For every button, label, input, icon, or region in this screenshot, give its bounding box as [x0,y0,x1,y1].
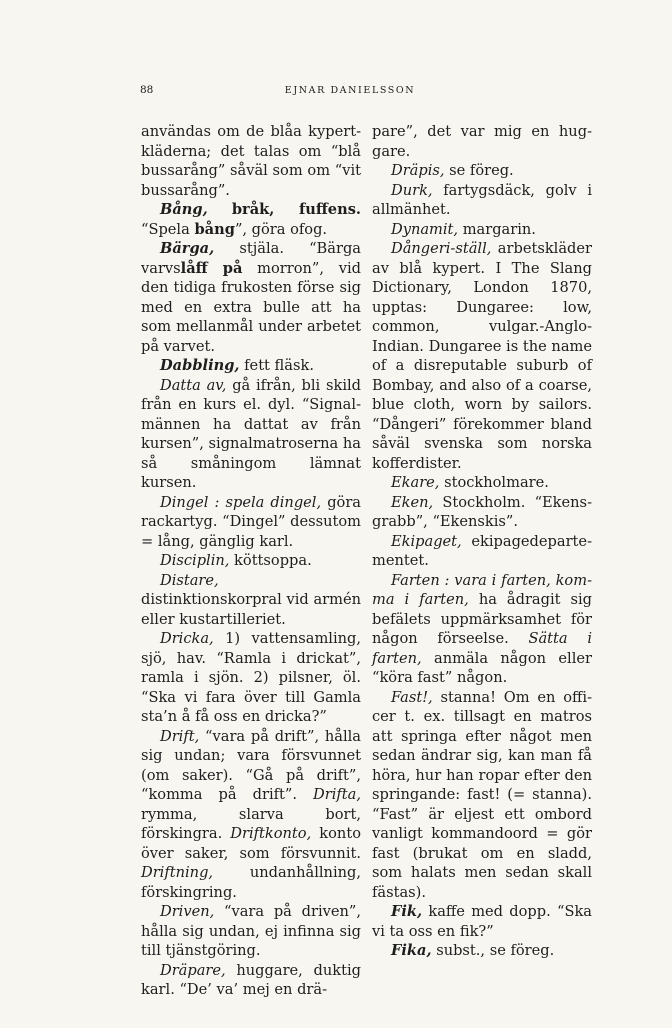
definition: konto över saker, som försvunnit. [141,825,361,862]
headword: Dingel : spela dingel, [160,493,322,511]
definition: stockholmare. [439,474,549,491]
definition: stanna! Om en officer t. ex. tillsagt en matros att springa efter något men sedan ändrar sig, kan man få höra, hur han ropar efter den springande: fast! (= stanna). “Fast” är eljest ett ombord vanligt kommandoord = gör fast (brukat om en sladd, som halats men sedan skall fästas). [372,688,592,901]
entry-eken [372,493,592,532]
entry-dangeri-stall [372,239,592,473]
definition: ”, göra ofog. [234,220,328,238]
definition-bold: låff på [180,259,243,277]
definition: subst., se föreg. [431,942,555,959]
entry-fast [372,688,592,903]
headword: Ekipaget, [391,532,462,550]
running-head: EJNAR DANIELSSON [284,85,416,96]
definition: “Spela [141,220,195,238]
entry-continuation: användas om de blåa kypertkläderna; det talas om “blå bussarång” såväl som om “vit bussarång”. [141,123,361,199]
definition: ha ådragit sig befälets uppmärksamhet för någon förseelse. [372,591,593,647]
definition: anmäla någon eller “köra fast” någon. [372,649,592,686]
entry-drift [141,727,361,903]
headword: Driftning, [141,864,214,881]
headword: Fika, [391,942,432,959]
definition: ekipagedepartementet. [372,532,592,569]
headword: Disciplin, [160,552,230,569]
entry-ekare [372,473,592,493]
entry-durk [372,181,592,220]
headword: Dräpare, [160,961,226,979]
definition: Stockholm. “Ekensgrabb”, “Ekenskis”. [372,493,592,530]
headword: Sätta i farten, [372,630,593,667]
entry-farten [372,571,592,688]
headword: Dångeri-ställ, [391,240,492,257]
definition: “vara på driven”, hålla sig undan, ej infinna sig till tjänstgöring. [141,903,361,959]
page-header [140,84,560,100]
entry-fik [372,902,592,941]
page-number: 88 [140,84,154,96]
entry-drapare [141,961,361,1000]
definition: “vara på drift”, hålla sig undan; vara försvunnet (om saker). “Gå på drift”, “komma på drift”. [141,727,361,803]
definition: huggare, duktig karl. “De’ va’ mej en drä- [141,961,361,998]
headword: Datta av, [160,376,227,394]
right-column [372,122,592,961]
entry-datta-av [141,376,361,493]
definition: fett fläsk. [239,357,314,374]
headword: Fik, [391,903,423,920]
entry-fika [372,941,592,961]
definition-bold: bång [194,220,235,238]
definition: arbetskläder av blå kypert. I The Slang Dictionary, London 1870, upptas: Dungaree: low, common, vulgar.-Anglo-Indian. Dungaree is the name of a disreputable suburb of Bombay, and also of a coarse, blue cloth, worn by sailors. “Dångeri” förekommer bland såväl svenska som norska kofferdister. [372,240,592,472]
entry-bang [141,200,361,239]
definition: se föreg. [444,162,514,179]
entry-distare [141,571,361,630]
entry-driven [141,902,361,961]
entry-continuation: pare”, det var mig en huggare. [372,123,592,160]
headword: Durk, [391,181,433,199]
headword: Bärga, [160,240,215,257]
definition: undanhållning, förskingring. [141,864,361,901]
definition: rymma, slarva bort, förskingra. [141,805,361,842]
headword: Farten : vara i farten, komma i farten, [372,571,592,608]
definition: stjäla. “Bärga varvs [141,240,361,277]
entry-dricka [141,629,361,727]
entry-dabbling [141,356,361,376]
entry-disciplin [141,551,361,571]
headword: Drift, [160,727,200,745]
definition: köttsoppa. [229,552,312,569]
definition: 1) vattensamling, sjö, hav. “Ramla i drickat”, ramla i sjön. 2) pilsner, öl. “Ska vi fara över till Gamla sta’n å få oss en dricka?” [141,630,361,725]
entry-dynamit [372,220,592,240]
headword: Dräpis, [391,162,445,179]
entry-barga [141,239,361,356]
definition: gå ifrån, bli skild från en kurs el. dyl. “Signalmännen ha dattat av från kursen”, signalmatroserna ha så småningom lämnat kursen. [141,376,361,491]
definition: kaffe med dopp. “Ska vi ta oss en fik?” [372,903,592,940]
left-column [141,122,361,1000]
headword: Driftkonto, [230,825,312,842]
definition: fartygsdäck, golv i allmänhet. [372,181,592,218]
definition-bold: bråk, fuffens. [231,201,362,218]
headword: Driven, [160,903,215,920]
entry-dingel [141,493,361,552]
headword: Ekare, [391,474,440,491]
definition: distinktionskorpral vid armén eller kustartilleriet. [141,591,361,628]
headword: Distare, [160,571,219,589]
headword: Fast!, [391,688,433,706]
headword: Dynamit, [391,220,459,238]
definition: göra rackartyg. “Dingel” dessutom = lång, gänglig karl. [141,493,361,550]
headword: Bång, [160,201,208,218]
headword: Eken, [391,493,434,511]
headword: Dabbling, [160,357,240,374]
entry-ekipaget [372,532,592,571]
definition: morron”, vid den tidiga frukosten förse sig med en extra bulle att ha som mellanmål under arbetet på varvet. [141,259,361,355]
headword: Drifta, [313,786,361,803]
headword: Dricka, [160,630,214,647]
definition: margarin. [458,220,536,238]
entry-drapis [372,161,592,181]
